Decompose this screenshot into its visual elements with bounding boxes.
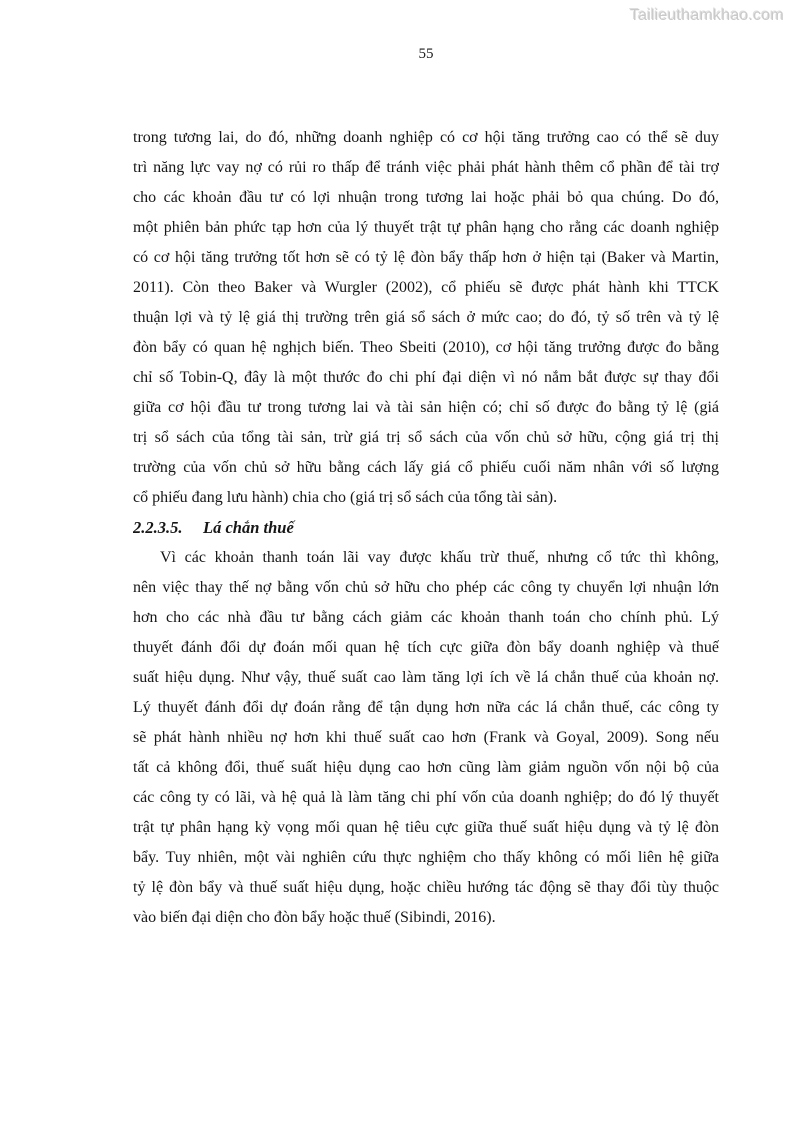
text-line: trong tương lai, do đó, những doanh nghiệp có cơ hội tăng trưởng cao có thể sẽ duy bbox=[133, 129, 719, 146]
text-line: trì năng lực vay nợ có rủi ro thấp để tránh việc phải phát hành thêm cổ phần để tài trợ bbox=[133, 159, 719, 176]
text-line: một phiên bản phức tạp hơn của lý thuyết trật tự phân hạng cho rằng các doanh nghiệp bbox=[133, 219, 719, 236]
page-number: 55 bbox=[418, 46, 434, 62]
text-line: thuận lợi và tỷ lệ giá thị trường trên giá sổ sách ở mức cao; do đó, tỷ số trên và tỷ lệ bbox=[133, 309, 719, 326]
section-heading bbox=[133, 513, 719, 543]
text-line: 2011). Còn theo Baker và Wurgler (2002), cổ phiếu sẽ được phát hành khi TTCK bbox=[133, 279, 719, 296]
text-line: thuyết đánh đổi dự đoán mối quan hệ tích cực giữa đòn bẩy doanh nghiệp và thuế bbox=[133, 639, 719, 656]
text-line: chỉ số Tobin-Q, đây là một thước đo chi phí đại diện vì nó nắm bắt được sự thay đổi bbox=[133, 369, 719, 386]
section-title: Lá chắn thuế bbox=[203, 518, 294, 537]
text-line: vào biến đại diện cho đòn bẩy hoặc thuế (Sibindi, 2016). bbox=[133, 909, 496, 926]
text-line: trị sổ sách của tổng tài sản, trừ giá trị sổ sách của vốn chủ sở hữu, cộng giá trị thị bbox=[133, 429, 719, 446]
text-line: cổ phiếu đang lưu hành) chia cho (giá trị sổ sách của tổng tài sản). bbox=[133, 489, 558, 506]
text-line: hơn cho các nhà đầu tư bằng cách giảm các khoản thanh toán cho chính phủ. Lý bbox=[133, 609, 719, 626]
text-line: các công ty có lãi, và hệ quả là làm tăng chi phí vốn của doanh nghiệp; do đó lý thuyết bbox=[133, 789, 719, 806]
text-block bbox=[133, 123, 719, 933]
text-line: Lý thuyết đánh đổi dự đoán rằng để tận dụng hơn nữa các lá chắn thuế, các công ty bbox=[133, 699, 719, 716]
text-line: trật tự phân hạng kỳ vọng mối quan hệ tiêu cực giữa thuế suất hiệu dụng và tỷ lệ đòn bbox=[133, 819, 719, 836]
watermark: Tailieuthamkhao.com bbox=[629, 7, 784, 24]
text-line: tỷ lệ đòn bẩy và thuế suất hiệu dụng, hoặc chiều hướng tác động sẽ thay đổi tùy thuộc bbox=[133, 879, 719, 896]
text-line: cho các khoản đầu tư có lợi nhuận trong tương lai hoặc phải bỏ qua chúng. Do đó, bbox=[133, 189, 719, 206]
text-line: sẽ phát hành nhiều nợ hơn khi thuế suất cao hơn (Frank và Goyal, 2009). Song nếu bbox=[133, 729, 719, 746]
text-line: suất hiệu dụng. Như vậy, thuế suất cao làm tăng lợi ích về lá chắn thuế của khoản nợ. bbox=[133, 669, 719, 686]
text-line: trường của vốn chủ sở hữu bằng cách lấy giá cổ phiếu cuối năm nhân với số lượng bbox=[133, 459, 719, 476]
text-line: bẩy. Tuy nhiên, một vài nghiên cứu thực nghiệm cho thấy không có mối liên hệ giữa bbox=[133, 849, 719, 866]
section-number: 2.2.3.5. bbox=[133, 518, 183, 537]
text-line: đòn bẩy có quan hệ nghịch biến. Theo Sbeiti (2010), cơ hội tăng trưởng được đo bằng bbox=[133, 339, 719, 356]
text-line: giữa cơ hội đầu tư trong tương lai và tài sản hiện có; chỉ số được đo bằng tỷ lệ (giá bbox=[133, 399, 719, 416]
text-line: tất cả không đổi, thuế suất hiệu dụng cao hơn cũng làm giảm nguồn vốn nội bộ của bbox=[133, 759, 719, 776]
text-line: Vì các khoản thanh toán lãi vay được khấu trừ thuế, nhưng cổ tức thì không, bbox=[160, 549, 719, 566]
text-line: nên việc thay thế nợ bằng vốn chủ sở hữu cho phép các công ty chuyển lợi nhuận lớn bbox=[133, 579, 719, 596]
text-line: có cơ hội tăng trưởng tốt hơn sẽ có tỷ lệ đòn bẩy thấp hơn ở hiện tại (Baker và Martin, bbox=[133, 249, 719, 266]
